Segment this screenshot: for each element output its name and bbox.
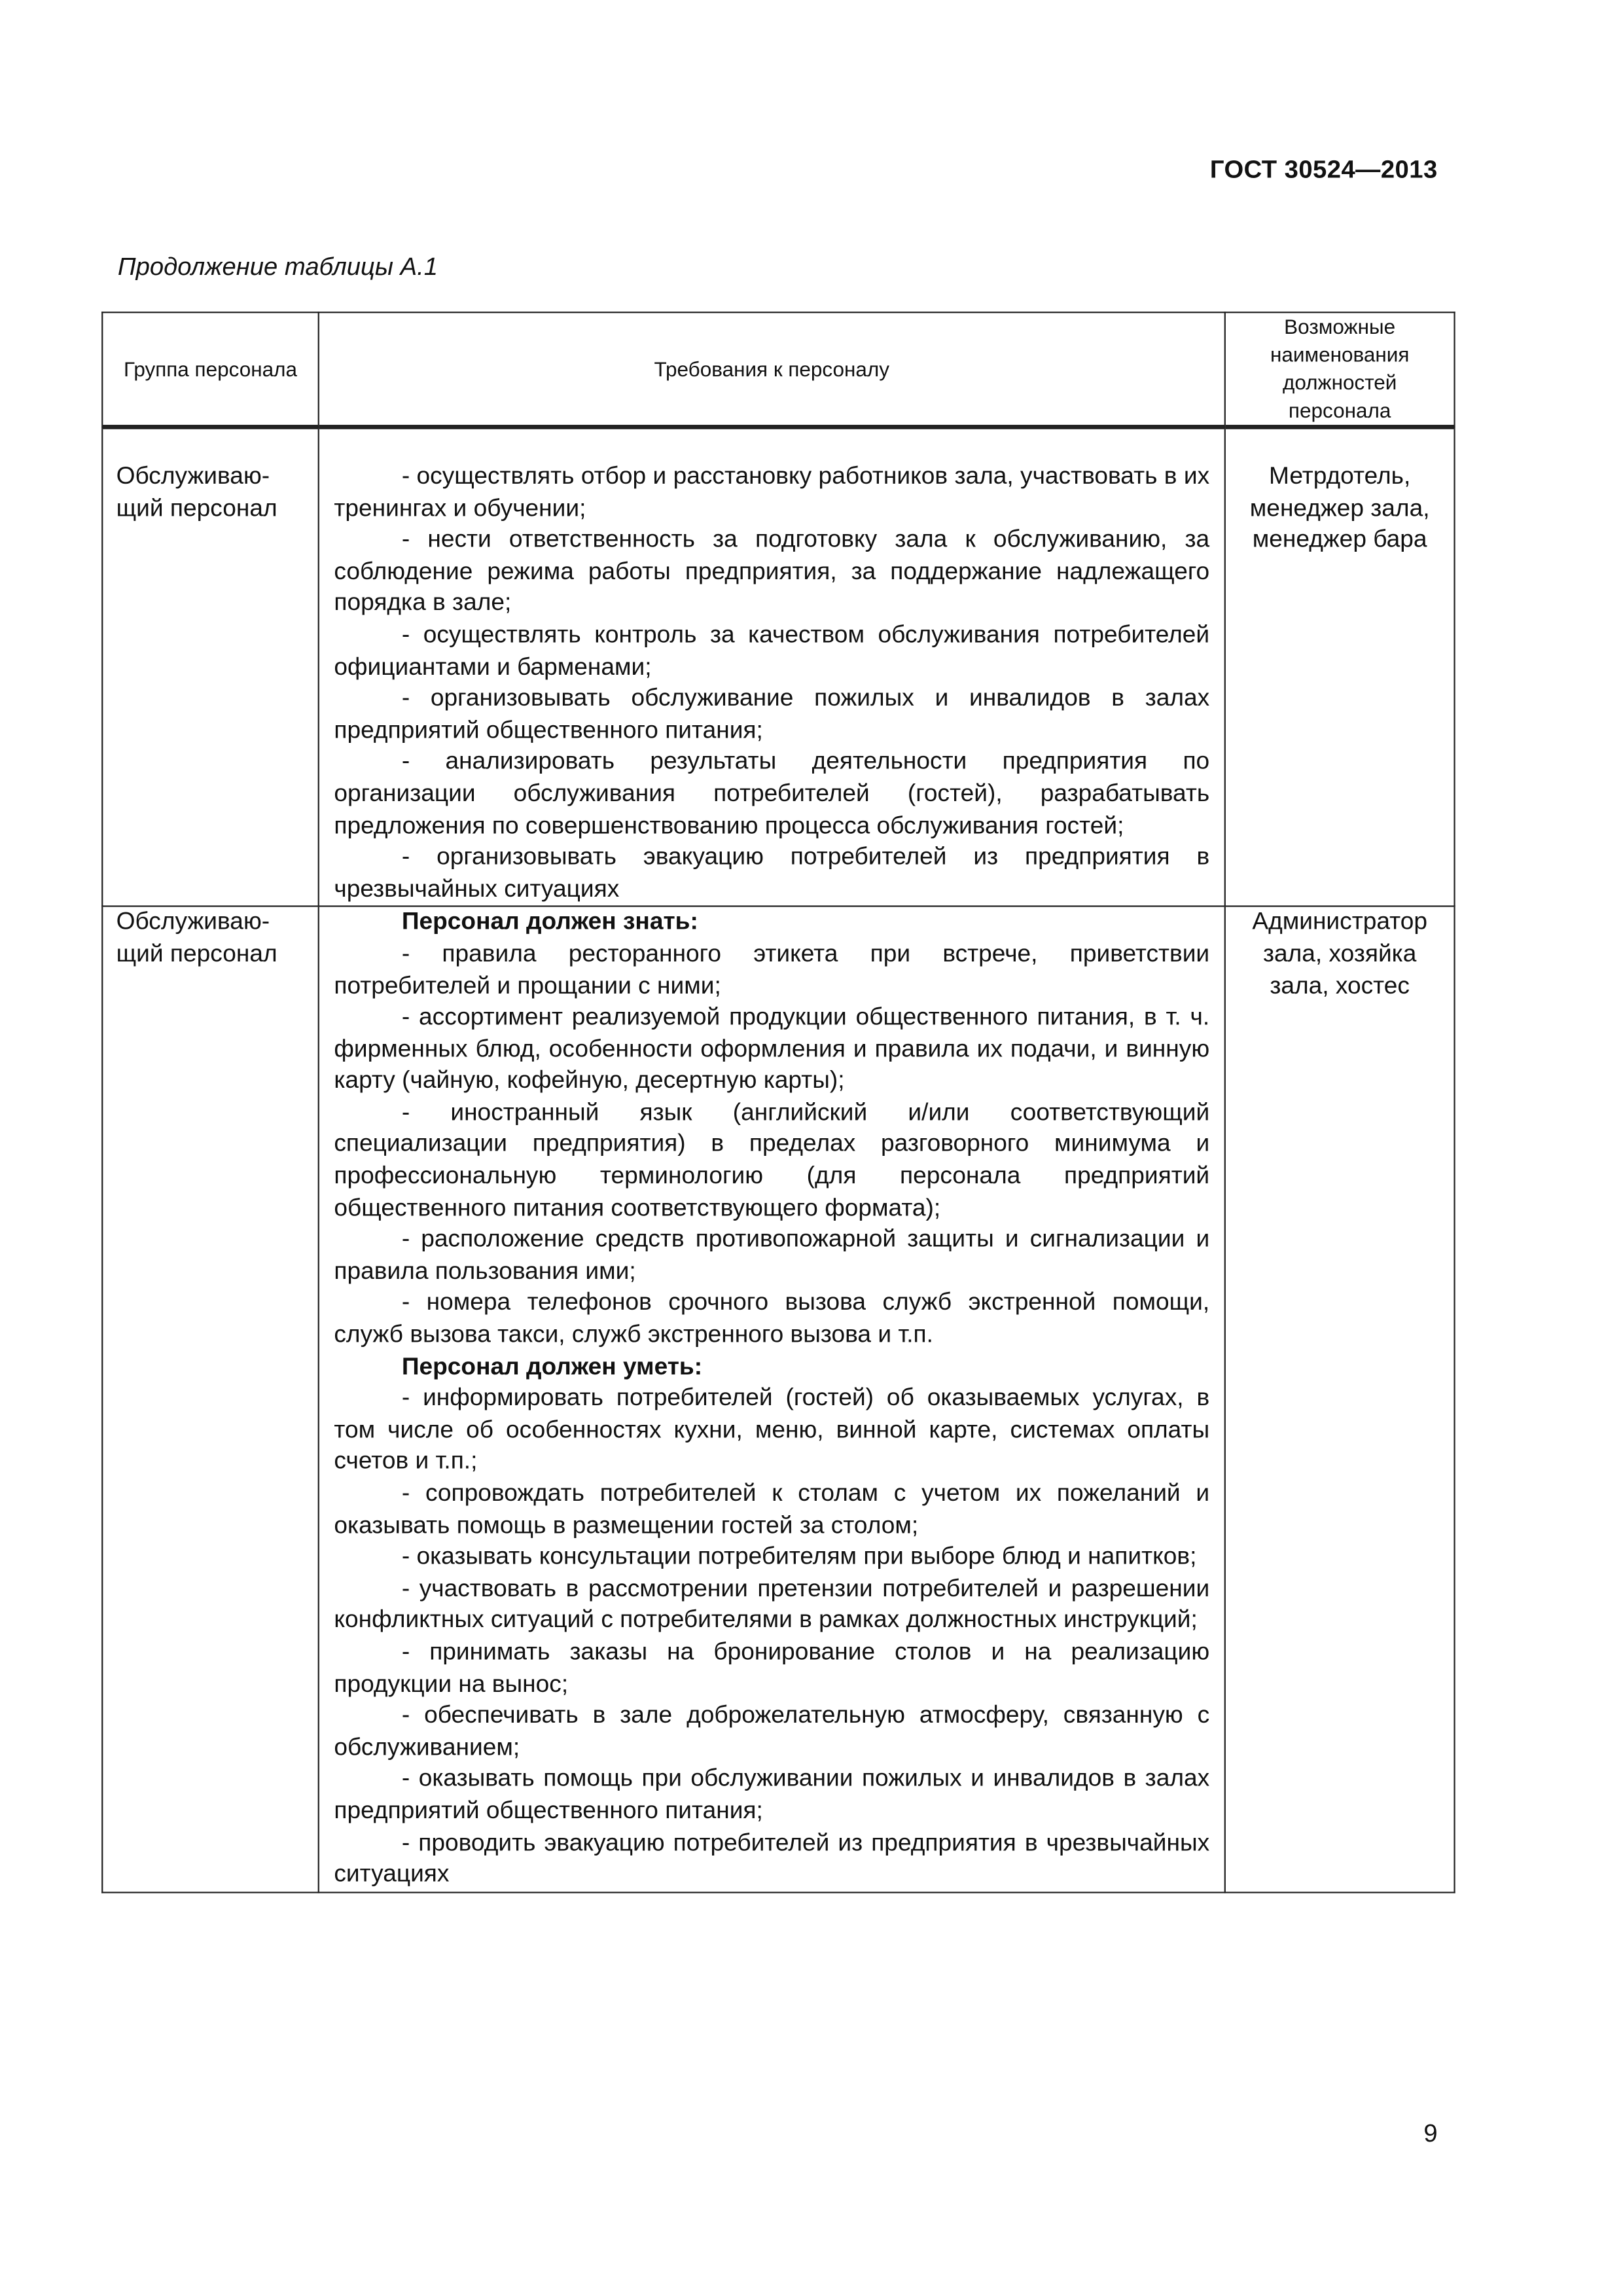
- knowledge-heading: Персонал должен знать:: [401, 908, 698, 936]
- requirement-item: - осуществлять отбор и расстановку работников зала, участвовать в их тренингах и обучении;: [334, 463, 1210, 522]
- page-number: 9: [1423, 2119, 1438, 2148]
- requirement-item: - организовывать обслуживание пожилых и инвалидов в залах предприятий общественного питания;: [334, 685, 1210, 744]
- skill-item: - оказывать консультации потребителям при выборе блюд и напитков;: [401, 1543, 1197, 1570]
- requirements-table: [101, 312, 1455, 1893]
- knowledge-item: - номера телефонов срочного вызова служб экстренной помощи, служб вызова такси, служб экстренного вызова и т.п.: [334, 1289, 1210, 1348]
- knowledge-item: - правила ресторанного этикета при встрече, приветствии потребителей и прощании с ними;: [334, 941, 1210, 999]
- skills-heading: Персонал должен уметь:: [401, 1353, 703, 1380]
- skill-item: - участвовать в рассмотрении претензии потребителей и разрешении конфликтных ситуаций с потребителями в рамках должностных инструкций;: [334, 1575, 1210, 1634]
- skill-item: - сопровождать потребителей к столам с учетом их пожеланий и оказывать помощь в размещении гостей за столом;: [334, 1480, 1210, 1539]
- knowledge-item: - расположение средств противопожарной защиты и сигнализации и правила пользования ими;: [334, 1226, 1210, 1285]
- row-positions-cell: Администратор зала, хозяйка зала, хостес: [1225, 906, 1455, 1892]
- row-requirements-cell: [319, 906, 1225, 1892]
- row-group-cell: Обслуживаю-щий персонал: [102, 427, 319, 906]
- skill-item: - проводить эвакуацию потребителей из предприятия в чрезвычайных ситуациях: [334, 1829, 1210, 1888]
- document-code: ГОСТ 30524—2013: [1209, 156, 1438, 184]
- requirement-item: - осуществлять контроль за качеством обслуживания потребителей официантами и барменами;: [334, 621, 1210, 680]
- row-group-cell: Обслуживаю-щий персонал: [102, 906, 319, 1892]
- skill-item: - принимать заказы на бронирование столов и на реализацию продукции на вынос;: [334, 1638, 1210, 1697]
- knowledge-item: - ассортимент реализуемой продукции общественного питания, в т. ч. фирменных блюд, особенности оформления и правила их подачи, и винную карту (чайную, кофейную, десертную карты);: [334, 1004, 1210, 1094]
- row-positions-cell: Метрдотель, менеджер зала, менеджер бара: [1225, 427, 1455, 906]
- requirement-item: - организовывать эвакуацию потребителей из предприятия в чрезвычайных ситуациях: [334, 844, 1210, 903]
- column-header-requirements: Требования к персоналу: [319, 312, 1225, 427]
- table-row: [102, 906, 1454, 1892]
- skill-item: - оказывать помощь при обслуживании пожилых и инвалидов в залах предприятий общественного питания;: [334, 1765, 1210, 1824]
- requirement-item: - анализировать результаты деятельности предприятия по организации обслуживания потребителей (гостей), разрабатывать предложения по совершенствованию процесса обслуживания гостей;: [334, 748, 1210, 839]
- column-header-group: Группа персонала: [102, 312, 319, 427]
- knowledge-item: - иностранный язык (английский и/или соответствующий специализации предприятия) в пределах разговорного минимума и профессиональную терминологию (для персонала предприятий общественного питания соответствующего формата);: [334, 1099, 1210, 1221]
- row-requirements-cell: [319, 427, 1225, 906]
- table-continuation-caption: Продолжение таблицы А.1: [117, 253, 438, 281]
- table-header-row: [102, 312, 1454, 427]
- table-row: [102, 427, 1454, 906]
- skill-item: - обеспечивать в зале доброжелательную атмосферу, связанную с обслуживанием;: [334, 1702, 1210, 1761]
- skill-item: - информировать потребителей (гостей) об оказываемых услугах, в том числе об особенностях кухни, меню, винной карте, системах оплаты счетов и т.п.;: [334, 1385, 1210, 1475]
- column-header-positions: Возможные наименования должностей персонала: [1225, 312, 1455, 427]
- requirement-item: - нести ответственность за подготовку зала к обслуживанию, за соблюдение режима работы предприятия, за поддержание надлежащего порядка в зале;: [334, 526, 1210, 617]
